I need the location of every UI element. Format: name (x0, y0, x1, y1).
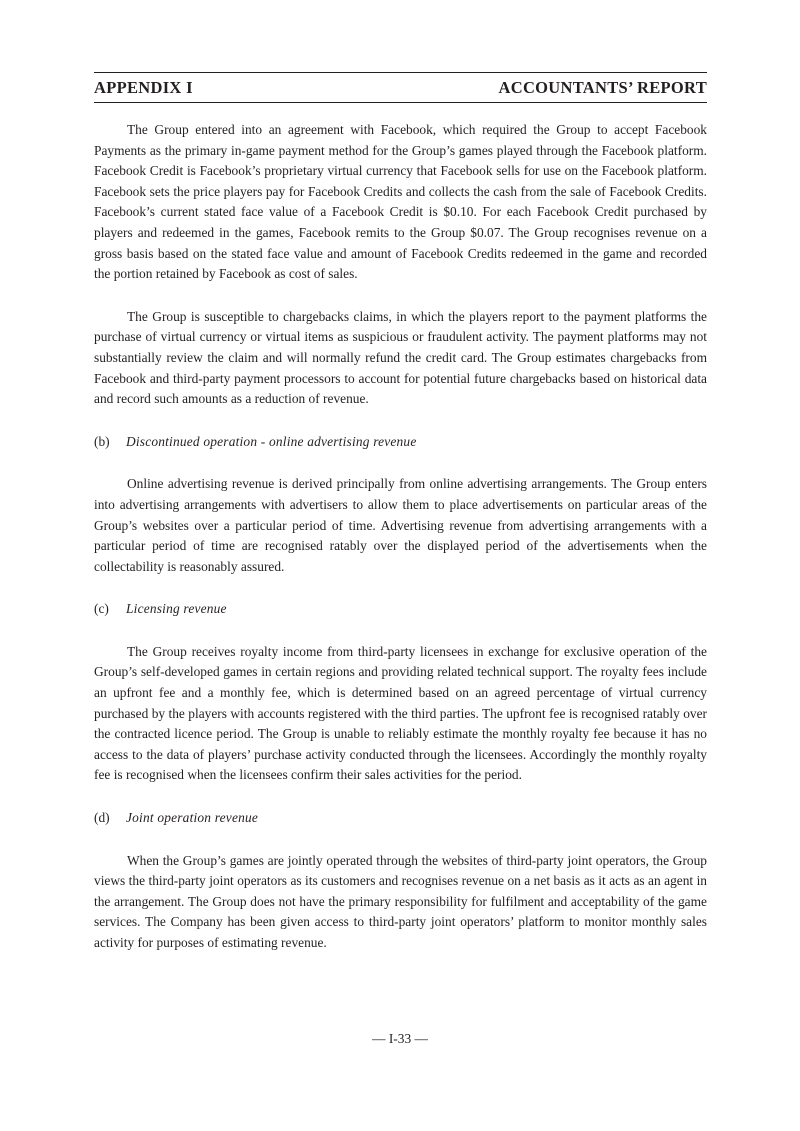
section-number-b: (b) (94, 433, 110, 449)
section-title-b: Discontinued operation - online advertising revenue (126, 433, 417, 449)
paragraph-facebook-payments: The Group entered into an agreement with Facebook, which required the Group to accept Facebook Payments as the primary in-game payment method for the Group’s games played through the Facebook platform. Facebook Credit is Facebook’s proprietary virtual currency that Facebook sells for use on the Facebook platform. Facebook sets the price players pay for Facebook Credits and collects the cash from the sale of Facebook Credits. Facebook’s current stated face value of a Facebook Credit is $0.10. For each Facebook Credit purchased by players and redeemed in the games, Facebook remits to the Group $0.07. The Group recognises revenue on a gross basis based on the stated face value and amount of Facebook Credits redeemed in the game and recorded the portion retained by Facebook as cost of sales. (94, 122, 707, 282)
section-heading-b (94, 432, 707, 453)
page-number: — I-33 — (372, 1031, 428, 1046)
report-title: ACCOUNTANTS’ REPORT (498, 78, 707, 97)
section-number-d: (d) (94, 810, 110, 826)
appendix-label: APPENDIX I (94, 78, 193, 97)
header-bottom-rule (94, 102, 707, 103)
paragraph-online-advertising: Online advertising revenue is derived principally from online advertising arrangements. The Group enters into advertising arrangements with advertisers to allow them to place advertisements on particular areas of the Group’s websites over a particular period of time. Advertising revenue from advertising arrangements with a particular period of time are recognised ratably over the displayed period of the advertisements when the collectability is reasonably assured. (94, 476, 707, 574)
paragraph-licensing: The Group receives royalty income from third-party licensees in exchange for exclusive operation of the Group’s self-developed games in certain regions and providing related technical support. The royalty fees include an upfront fee and a monthly fee, which is determined based on an agreed percentage of virtual currency purchased by the players with accounts registered with the third parties. The upfront fee is recognised ratably over the contracted licence period. The Group is unable to reliably estimate the monthly royalty fee because it has no access to the data of players’ purchase activity conducted through the licensees. Accordingly the monthly royalty fee is recognised when the licensees confirm their sales activities for the period. (94, 643, 707, 783)
section-title-d: Joint operation revenue (126, 810, 259, 826)
paragraph-joint-operation: When the Group’s games are jointly operated through the websites of third-party joint operators, the Group views the third-party joint operators as its customers and recognises revenue on a net basis as it acts as an agent in the arrangement. The Group does not have the primary responsibility for fulfilment and acceptability of the game services. The Company has been given access to third-party joint operators’ platform to monitor monthly sales activity for purposes of estimating revenue. (94, 852, 707, 950)
paragraph-chargebacks: The Group is susceptible to chargebacks claims, in which the players report to the payment platforms the purchase of virtual currency or virtual items as suspicious or fraudulent activity. The payment platforms may not substantially review the claim and will normally refund the credit card. The Group estimates chargebacks from Facebook and third-party payment processors to account for potential future chargebacks based on historical data and record such amounts as a reduction of revenue. (94, 308, 707, 407)
section-number-c: (c) (94, 601, 109, 617)
section-title-c: Licensing revenue (126, 601, 227, 617)
header-top-rule (94, 72, 707, 73)
section-heading-c (94, 599, 707, 620)
section-heading-d (94, 808, 707, 829)
document-body (94, 120, 707, 954)
